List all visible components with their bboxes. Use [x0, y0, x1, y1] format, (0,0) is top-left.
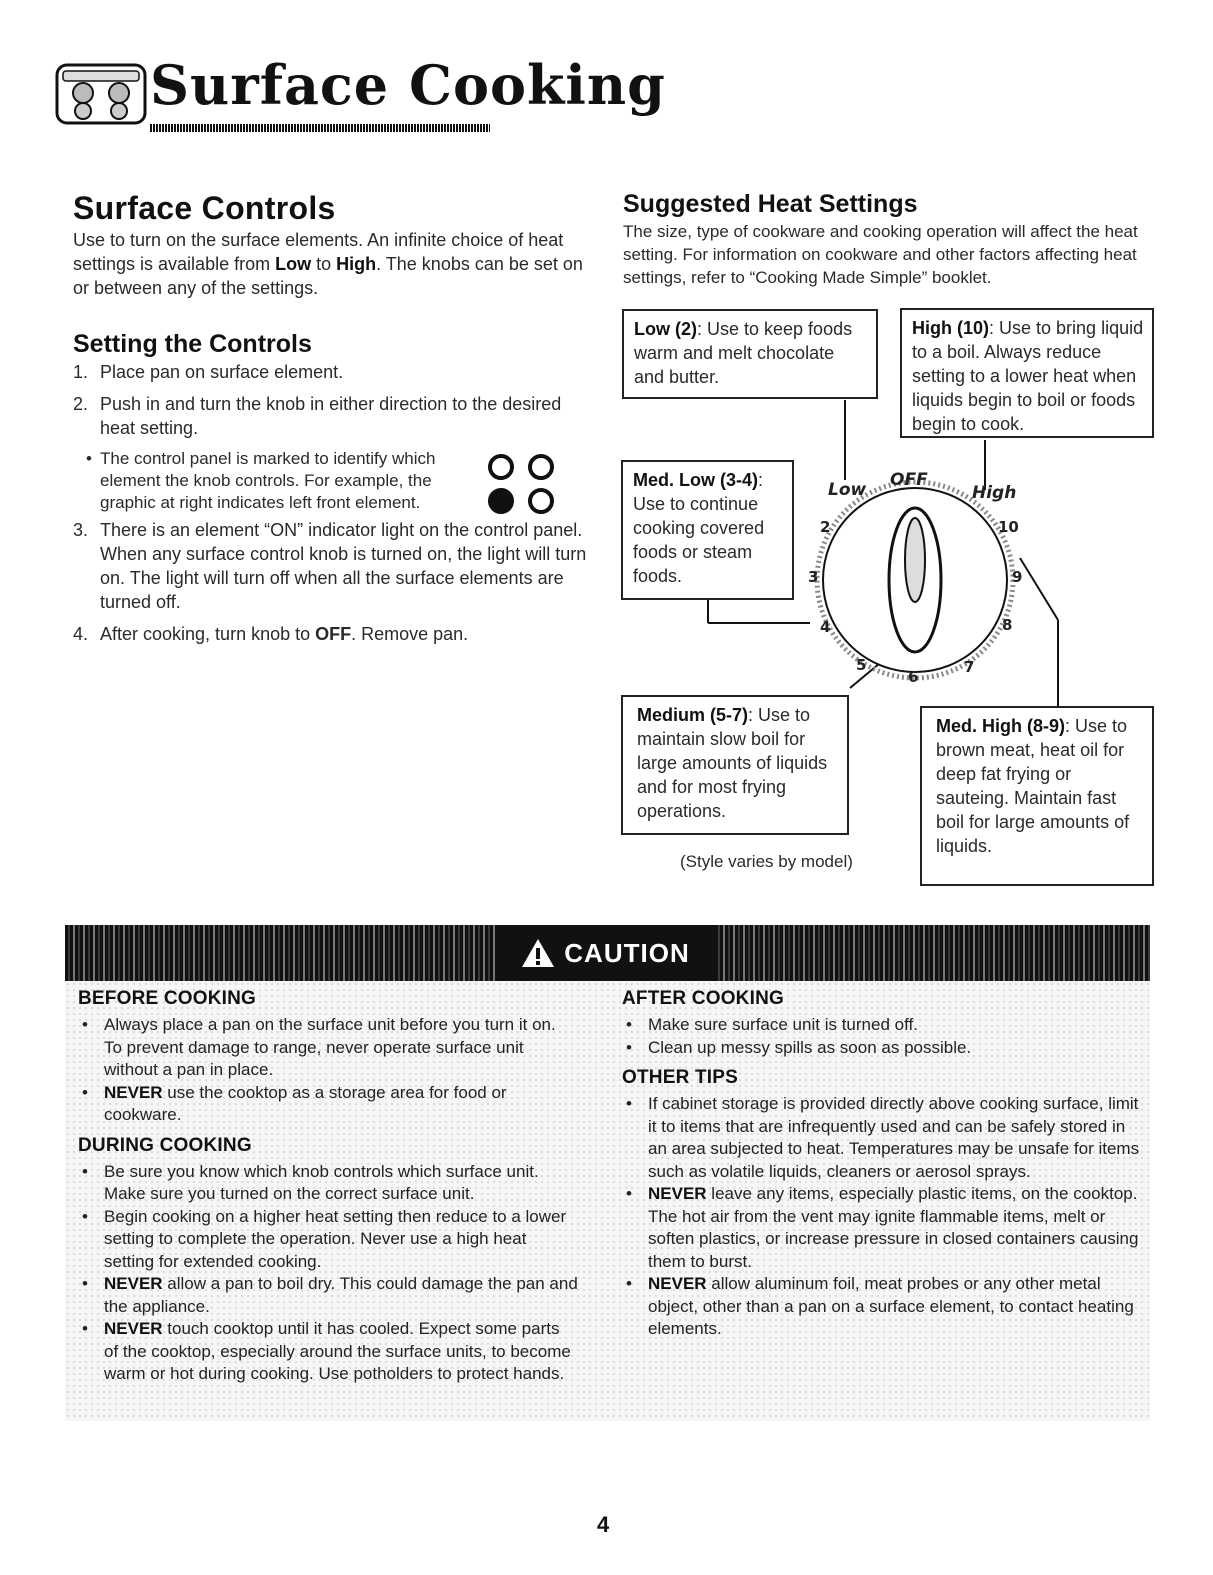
page-header-title: Surface Cooking	[150, 53, 666, 117]
after-cooking-heading: AFTER COOKING	[622, 988, 784, 1009]
step-1: 1. Place pan on surface element.	[73, 362, 344, 382]
list-item: • Begin cooking on a higher heat setting then reduce to a lower setting to complete the operation. Never use a high heat setting for extended cooking.	[82, 1206, 567, 1271]
low-term: Low	[275, 254, 312, 274]
dial-off-label: OFF	[890, 470, 928, 490]
list-item: • NEVER allow aluminum foil, meat probes or any other metal object, other than a pan on a surface element, to contact heating elements.	[626, 1274, 1134, 1338]
list-item: • NEVER touch cooktop until it has cooled. Expect some parts of the cooktop, especially around the surface units, to become warm or hot during cooking. Use potholders to protect hands.	[82, 1319, 571, 1383]
during-cooking-list	[78, 1161, 578, 1386]
dial-5: 5	[856, 656, 867, 674]
warning-icon	[520, 937, 556, 969]
header-rule	[150, 124, 490, 132]
heat-box-high: High (10): Use to bring liquid to a boil. Always reduce setting to a lower heat when liquids begin to boil or foods begin to cook.	[900, 308, 1154, 438]
dial-10: 10	[998, 518, 1019, 536]
before-cooking-heading: BEFORE COOKING	[78, 988, 257, 1009]
surface-controls-text: Use to turn on the surface elements. An infinite choice of heat settings is available from Low to High. The knobs can be set on or between any of the settings.	[73, 230, 583, 298]
steps-list	[73, 360, 598, 654]
other-tips-list	[622, 1093, 1142, 1341]
high-term: High	[336, 254, 377, 274]
other-tips-heading: OTHER TIPS	[622, 1067, 739, 1088]
during-cooking-heading: DURING COOKING	[78, 1134, 252, 1156]
knob-right-rear-icon	[528, 454, 554, 480]
dial-high-label: High	[972, 483, 1017, 503]
list-item: • NEVER allow a pan to boil dry. This could damage the pan and the appliance.	[82, 1274, 578, 1316]
dial-7: 7	[964, 658, 975, 676]
dial-8: 8	[1002, 616, 1013, 634]
dial-9: 9	[1012, 568, 1023, 586]
step-3: 3. There is an element “ON” indicator light on the control panel. When any surface control knob is turned on, the light will turn on. The light will turn off when all the surface elements are turned off.	[73, 520, 587, 612]
caution-right-column	[622, 988, 1142, 1347]
knob-right-front-icon	[528, 488, 554, 514]
knob-left-front-icon	[488, 488, 514, 514]
list-item: • Make sure surface unit is turned off.	[626, 1015, 918, 1034]
dial-4: 4	[820, 618, 831, 636]
knob-left-rear-icon	[488, 454, 514, 480]
heat-box-low: Low (2): Use to keep foods warm and melt chocolate and butter.	[622, 309, 878, 399]
list-item: • NEVER leave any items, especially plastic items, on the cooktop. The hot air from the vent may ignite flammable items, melt or soften plastics, or increase pressure in closed containers causing them to burst.	[626, 1184, 1139, 1271]
dial-6: 6	[908, 668, 919, 686]
cooktop-icon	[55, 63, 147, 125]
dial-low-label: Low	[828, 480, 867, 500]
before-cooking-list	[78, 1014, 578, 1127]
step-2: 2. Push in and turn the knob in either direction to the desired heat setting.	[73, 394, 562, 438]
sub-bullet: • The control panel is marked to identify which element the knob controls. For example, the graphic at right indicates left front element.	[86, 448, 598, 514]
heat-box-med-low: Med. Low (3-4): Use to continue cooking covered foods or steam foods.	[621, 460, 794, 600]
style-note: (Style varies by model)	[680, 852, 853, 871]
list-item: • If cabinet storage is provided directly above cooking surface, limit it to items that are infrequently used and can be safely stored in an area subjected to heat. Temperatures may be unsafe for items such as volatile liquids, cleaners or aerosol sprays.	[626, 1094, 1140, 1181]
control-panel-graphic	[488, 454, 562, 514]
list-item: • NEVER use the cooktop as a storage area for food or cookware.	[82, 1082, 507, 1124]
list-item: • Always place a pan on the surface unit before you turn it on. To prevent damage to range, never operate surface unit without a pan in place.	[82, 1015, 556, 1079]
heat-box-med-high: Med. High (8-9): Use to brown meat, heat oil for deep fat frying or sauteing. Maintain fast boil for large amounts of liquids.	[920, 706, 1154, 886]
heat-box-medium: Medium (5-7): Use to maintain slow boil for large amounts of liquids and for most frying operations.	[621, 695, 849, 835]
caution-title: CAUTION	[564, 937, 690, 968]
heat-settings-text: The size, type of cookware and cooking operation will affect the heat setting. For information on cookware and other factors affecting heat settings, refer to “Cooking Made Simple” booklet.	[623, 222, 1138, 287]
list-item: • Be sure you know which knob controls which surface unit. Make sure you turned on the correct surface unit.	[82, 1161, 539, 1203]
setting-controls-heading: Setting the Controls	[73, 330, 312, 358]
list-item: • Clean up messy spills as soon as possible.	[626, 1037, 972, 1057]
dial-2: 2	[820, 518, 831, 536]
caution-header	[495, 925, 715, 981]
dial-3: 3	[808, 568, 819, 586]
heat-settings-heading: Suggested Heat Settings	[623, 190, 918, 218]
surface-controls-heading: Surface Controls	[73, 190, 336, 226]
caution-left-column	[78, 988, 578, 1392]
after-cooking-list	[622, 1014, 1142, 1059]
page-number: 4	[597, 1512, 610, 1537]
off-term: OFF	[315, 624, 352, 644]
step-4: 4. After cooking, turn knob to OFF. Remove pan.	[73, 624, 469, 644]
